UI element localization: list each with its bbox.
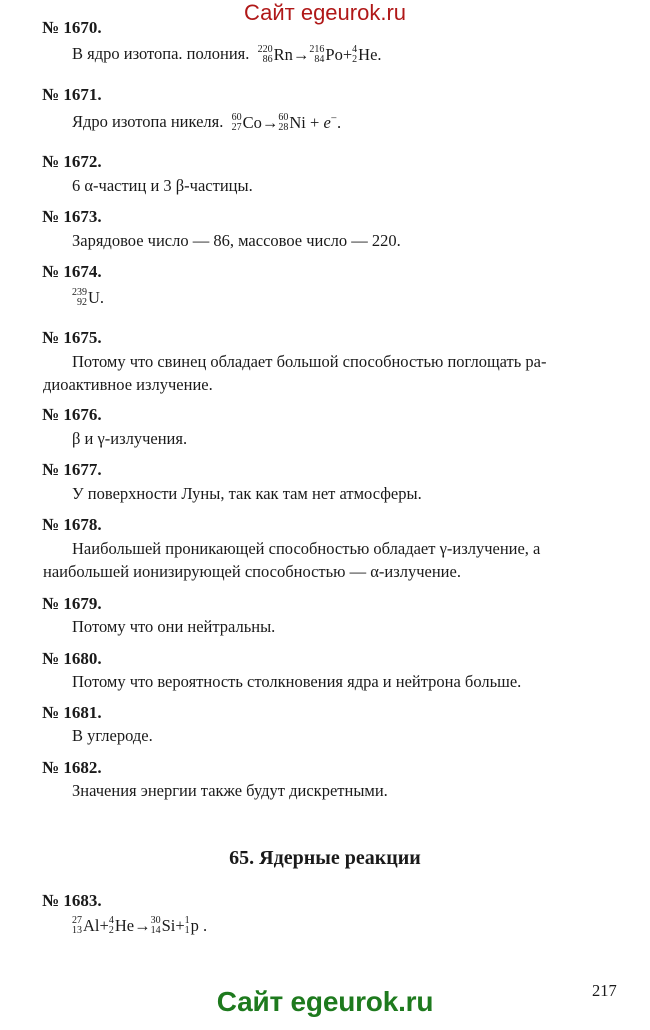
problem-number: № 1677. — [42, 460, 102, 479]
reaction-arrow: → — [134, 916, 151, 936]
problem-number: № 1679. — [42, 594, 102, 613]
element-symbol: p — [190, 916, 199, 936]
period: . — [198, 916, 208, 936]
element-symbol: Si — [161, 916, 176, 936]
mass-charge-numbers: 4 2 — [108, 915, 114, 937]
problem-number: № 1683. — [42, 891, 102, 910]
element-symbol: Po — [325, 45, 343, 65]
answer-text: Ядро изотопа никеля. — [72, 112, 224, 131]
problem-number: № 1675. — [42, 328, 102, 347]
mass-charge-numbers: 220 86 — [257, 44, 273, 66]
problem-answer — [72, 112, 341, 133]
problem-number: № 1678. — [42, 515, 102, 534]
mass-charge-numbers: 239 92 — [72, 287, 87, 309]
mass-charge-numbers: 216 84 — [309, 44, 325, 66]
problem-number: № 1674. — [42, 262, 102, 281]
problem-number: № 1681. — [42, 703, 102, 722]
mass-charge-numbers: 30 14 — [150, 915, 161, 937]
problem-number: № 1671. — [42, 85, 102, 104]
answer-line: наибольшей ионизирующей способностью — α-излучение. — [43, 562, 461, 581]
period: . — [377, 45, 382, 65]
answer-line: диоактивное излучение. — [43, 375, 213, 394]
element-symbol: Ni — [289, 113, 306, 133]
problem-number: № 1673. — [42, 207, 102, 226]
plus-sign: + — [99, 916, 109, 936]
section-title: 65. Ядерные реакции — [229, 847, 421, 869]
element-symbol: He — [358, 45, 378, 65]
reaction-arrow: → — [261, 113, 279, 133]
mass-charge-numbers: 60 27 — [231, 112, 242, 134]
period: . — [337, 113, 342, 133]
plus-sign: + — [305, 113, 324, 133]
problem-answer: Зарядовое число — 86, массовое число — 220. — [72, 231, 401, 250]
problem-number: № 1672. — [42, 152, 102, 171]
element-symbol: Al — [83, 916, 100, 936]
element-symbol: He — [114, 916, 135, 936]
problem-answer: 6 α-частиц и 3 β-частицы. — [72, 176, 253, 195]
problem-answer — [43, 537, 620, 583]
problem-answer: Потому что вероятность столкновения ядра и нейтрона больше. — [72, 672, 522, 691]
mass-charge-numbers: 27 13 — [72, 915, 82, 937]
page-number: 217 — [592, 981, 617, 1000]
element-symbol: Rn — [273, 45, 293, 65]
answer-line: Потому что свинец обладает большой способностью поглощать ра- — [72, 352, 547, 371]
watermark-bottom: Сайт egeurok.ru — [216, 986, 434, 1017]
problem-number: № 1682. — [42, 758, 102, 777]
problem-answer — [72, 915, 207, 936]
problem-number: № 1680. — [42, 649, 102, 668]
problem-answer: β и γ-излучения. — [72, 429, 188, 448]
problem-answer: В углероде. — [72, 726, 153, 745]
mass-charge-numbers: 1 1 — [184, 915, 190, 937]
problem-number: № 1670. — [42, 18, 102, 37]
element-symbol: Co — [242, 113, 262, 133]
plus-sign: + — [342, 45, 353, 65]
problem-answer — [72, 287, 104, 308]
mass-charge-numbers: 4 2 — [352, 44, 358, 66]
problem-answer: Потому что они нейтральны. — [72, 617, 276, 636]
electron-symbol: e− — [323, 112, 337, 133]
problem-answer: У поверхности Луны, так как там нет атмосферы. — [72, 484, 422, 503]
problem-answer — [43, 350, 620, 396]
mass-charge-numbers: 60 28 — [278, 112, 289, 134]
element-symbol: U — [88, 288, 100, 308]
watermark-top: Сайт egeurok.ru — [243, 0, 407, 25]
problem-answer — [72, 44, 382, 65]
reaction-arrow: → — [292, 45, 310, 65]
period: . — [99, 288, 105, 308]
problem-answer: Значения энергии также будут дискретными. — [72, 781, 388, 800]
problem-number: № 1676. — [42, 405, 102, 424]
plus-sign: + — [175, 916, 185, 936]
answer-text: В ядро изотопа. полония. — [72, 44, 250, 63]
answer-line: Наибольшей проникающей способностью обладает γ-излучение, а — [72, 539, 541, 558]
